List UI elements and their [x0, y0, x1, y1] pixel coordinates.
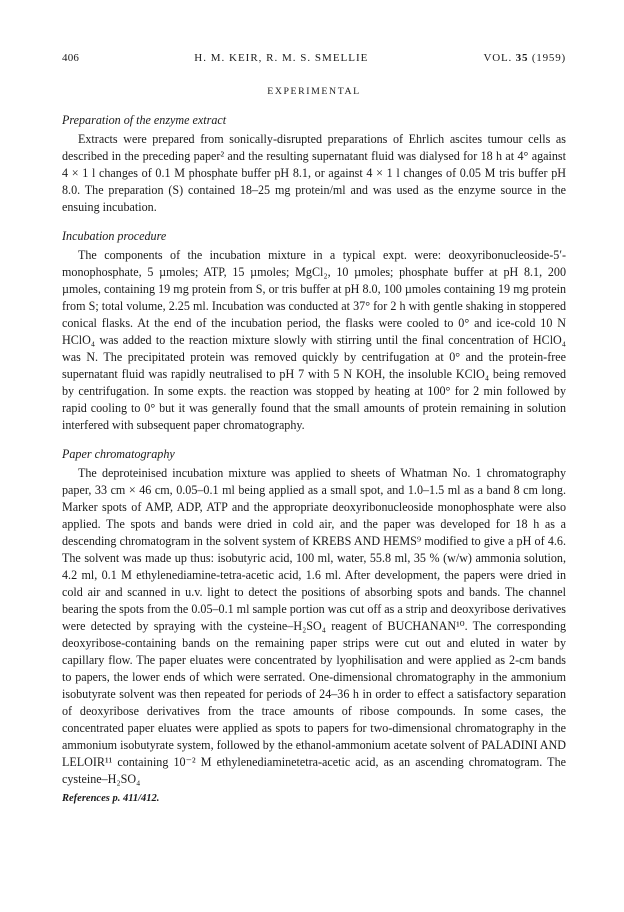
- references-footer: References p. 411/412.: [62, 793, 160, 804]
- running-head-authors: H. M. KEIR, R. M. S. SMELLIE: [194, 52, 369, 64]
- paragraph-enzyme-extract: Extracts were prepared from sonically-disrupted preparations of Ehrlich ascites tumour cells as described in the preceding paper² and the resulting supernatant fluid was dialysed for 18 h at 4° against 4 × 1 l changes of 0.1 M phosphate buffer pH 8.1, or against 4 × 1 l changes of 0.05 M tris buffer pH 8.0. The preparation (S) contained 18–25 mg protein/ml and was used as the enzyme source in the ensuing incubation.: [62, 132, 566, 214]
- volume-year: (1959): [531, 52, 566, 64]
- page-number: 406: [62, 52, 80, 64]
- volume-number: 35: [515, 52, 529, 64]
- paragraph-incubation: The components of the incubation mixture in a typical expt. were: deoxyribonucleoside-5′-monophosphate, 5 µmoles; ATP, 15 µmoles; MgCl₂, 10 µmoles; phosphate buffer at pH 8.1, 200 µmoles, containing 19 mg protein from S, or tris buffer at pH 8.0, 100 µmoles containing 19 mg protein from S; total volume, 2.25 ml. Incubation was conducted at 37° for 2 h with gentle shaking in stoppered conical flasks. At the end of the incubation period, the flasks were cooled to 0° and ice-cold 10 N HClO₄ was added to the reaction mixture slowly with stirring until the final concentration of HClO₄ was N. The precipitated protein was removed quickly by centrifugation at 0° and the protein-free supernatant fluid was rapidly neutralised to pH 7 with 5 N KOH, the insoluble KClO₄ being removed by centrifugation. In some expts. the reaction was stopped by heating at 100° for 2 min followed by rapid cooling to 0° but it was generally found that the small amounts of protein remaining in solution interfered with subsequent paper chromatography.: [62, 248, 566, 432]
- paragraph-paper-chromatography: The deproteinised incubation mixture was applied to sheets of Whatman No. 1 chromatography paper, 33 cm × 46 cm, 0.05–0.1 ml being applied as a small spot, and 1.0–1.5 ml as a band 8 cm long. Marker spots of AMP, ADP, ATP and the appropriate deoxyribonucleoside monophosphate were also applied. The spots and bands were dried in cold air, and the paper was developed for 18 h as a descending chromatogram in the solvent system of KREBS AND HEMS⁹ modified to give a pH of 4.6. The solvent was made up thus: isobutyric acid, 100 ml, water, 55.8 ml, 35 % (w/w) ammonia solution, 4.2 ml, 0.1 M ethylenediamine-tetra-acetic acid, 1.6 ml. After development, the papers were dried in cold air and scanned in u.v. light to detect the positions of absorbing spots and bands. The channel bearing the spots from the 0.05–0.1 ml sample portion was cut off as a strip and deoxyribose derivatives were detected by spraying with the cysteine–H₂SO₄ reagent of BUCHANAN¹⁰. The corresponding deoxyribose-containing bands on the remaining paper strips were cut out and eluted in water by capillary flow. The paper eluates were concentrated by lyophilisation and were applied as 2-cm bands to papers, the lower ends of which were serrated. One-dimensional chromatography in the ammonium isobutyrate solvent was then repeated for periods of 24–36 h in order to effect a satisfactory separation of deoxyribose derivatives from the trace amounts of ribose compounds. In some cases, the concentrated paper eluates were applied as spots to papers for two-dimensional chromatography in the ammonium isobutyrate system, followed by the ethanol-ammonium acetate solvent of PALADINI AND LELOIR¹¹ containing 10⁻² M ethylenediaminetetra-acetic acid, as an ascending chromatogram. The cysteine–H₂SO₄: [62, 466, 566, 786]
- subheading-incubation: Incubation procedure: [62, 229, 167, 243]
- subheading-enzyme-extract: Preparation of the enzyme extract: [62, 113, 227, 127]
- volume-prefix: VOL.: [483, 52, 513, 64]
- running-head: [62, 50, 566, 67]
- volume-info: [484, 50, 566, 67]
- section-title: EXPERIMENTAL: [267, 86, 361, 97]
- subheading-paper-chromatography: Paper chromatography: [62, 447, 175, 461]
